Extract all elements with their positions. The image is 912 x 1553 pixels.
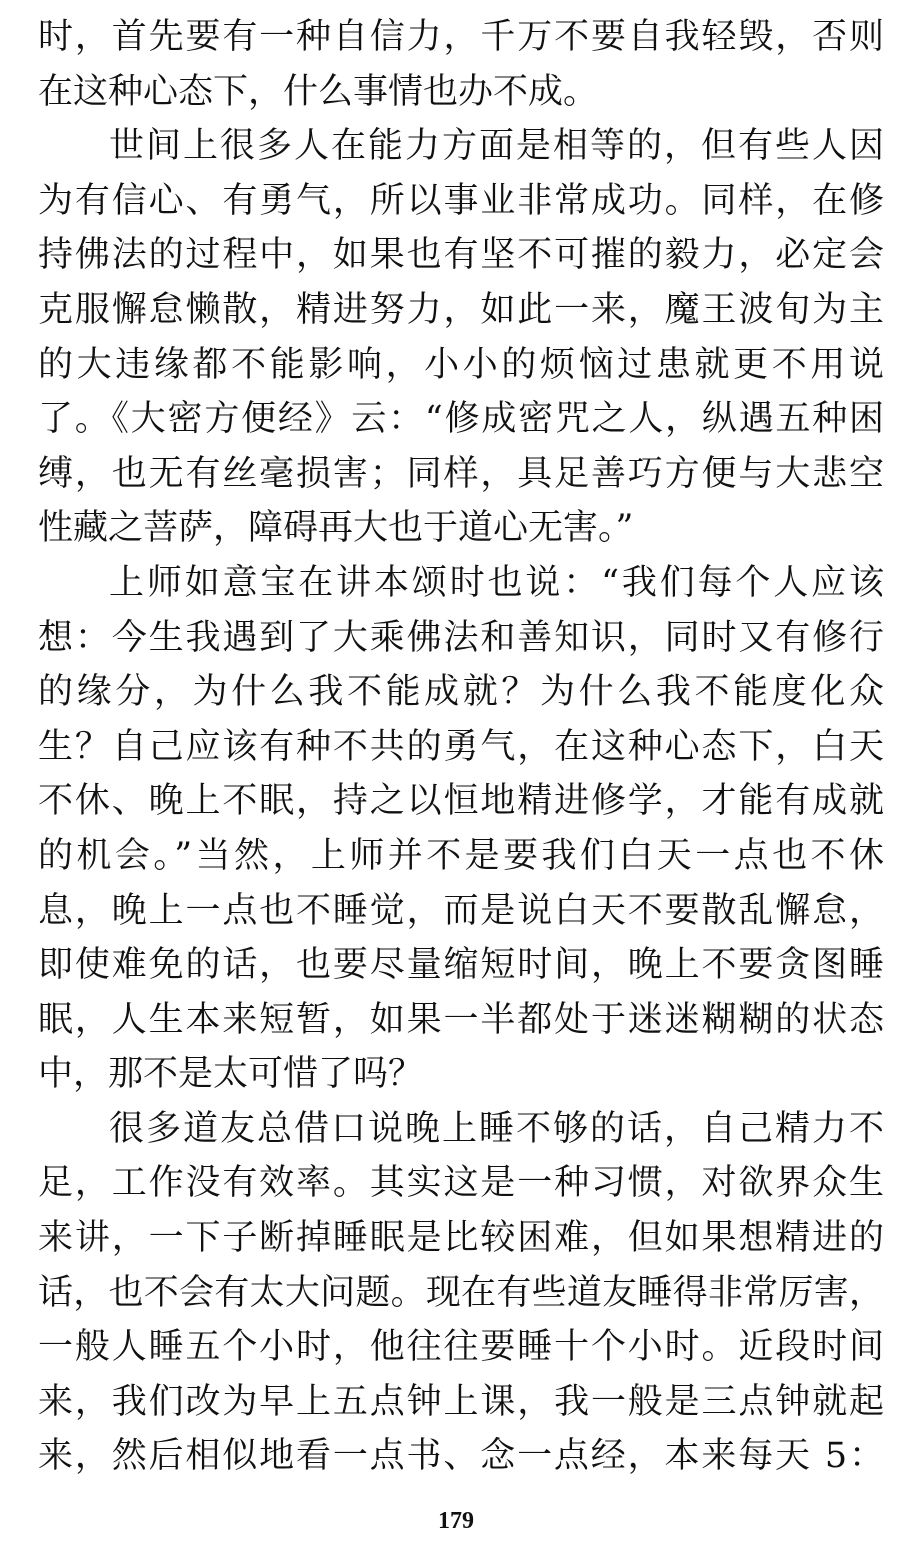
- text-line: 中，那不是太可惜了吗？: [38, 1054, 424, 1095]
- text-line: 在这种心态下，什么事情也办不成。: [38, 71, 599, 112]
- page-number: 179: [438, 1508, 474, 1534]
- text-line: 性藏之菩萨，障碍再大也于道心无害。”: [38, 508, 634, 549]
- text-line: 的缘分，为什么我不能成就？为什么我不能度化众: [38, 672, 884, 713]
- body-text: [38, 10, 884, 1484]
- text-line: 来，然后相似地看一点书、念一点经，本来每天 5：: [38, 1436, 884, 1477]
- paragraph-first-line: 上师如意宝在讲本颂时也说：“我们每个人应该: [109, 562, 884, 603]
- text-line: 克服懈怠懒散，精进努力，如此一来，魔王波旬为主: [38, 289, 884, 330]
- text-line: 的机会。”当然，上师并不是要我们白天一点也不休: [38, 835, 884, 876]
- text-line: 来讲，一下子断掉睡眠是比较困难，但如果想精进的: [38, 1218, 884, 1259]
- text-line: 了。《大密方便经》云：“修成密咒之人，纵遇五种困: [38, 399, 884, 440]
- paragraph-first-line: 很多道友总借口说晚上睡不够的话，自己精力不: [109, 1108, 884, 1149]
- paragraph-first-line: 世间上很多人在能力方面是相等的，但有些人因: [109, 126, 884, 167]
- text-line: 缚，也无有丝毫损害；同样，具足善巧方便与大悲空: [38, 453, 884, 494]
- text-line: 眠，人生本来短暂，如果一半都处于迷迷糊糊的状态: [38, 999, 884, 1040]
- text-line: 一般人睡五个小时，他往往要睡十个小时。近段时间: [38, 1327, 884, 1368]
- text-line: 即使难免的话，也要尽量缩短时间，晚上不要贪图睡: [38, 945, 884, 986]
- text-line: 持佛法的过程中，如果也有坚不可摧的毅力，必定会: [38, 235, 884, 276]
- text-line: 来，我们改为早上五点钟上课，我一般是三点钟就起: [38, 1381, 884, 1422]
- text-line: 息，晚上一点也不睡觉，而是说白天不要散乱懈怠，: [38, 890, 884, 931]
- text-line: 的大违缘都不能影响，小小的烦恼过患就更不用说: [38, 344, 884, 385]
- text-line: 想：今生我遇到了大乘佛法和善知识，同时又有修行: [38, 617, 884, 658]
- text-line: 话，也不会有太大问题。现在有些道友睡得非常厉害，: [38, 1272, 884, 1313]
- text-line: 为有信心、有勇气，所以事业非常成功。同样，在修: [38, 180, 884, 221]
- text-line: 时，首先要有一种自信力，千万不要自我轻毁，否则: [38, 17, 884, 57]
- text-line: 不休、晚上不眠，持之以恒地精进修学，才能有成就: [38, 781, 884, 822]
- text-line: 生？自己应该有种不共的勇气，在这种心态下，白天: [38, 726, 884, 767]
- text-line: 足，工作没有效率。其实这是一种习惯，对欲界众生: [38, 1163, 884, 1204]
